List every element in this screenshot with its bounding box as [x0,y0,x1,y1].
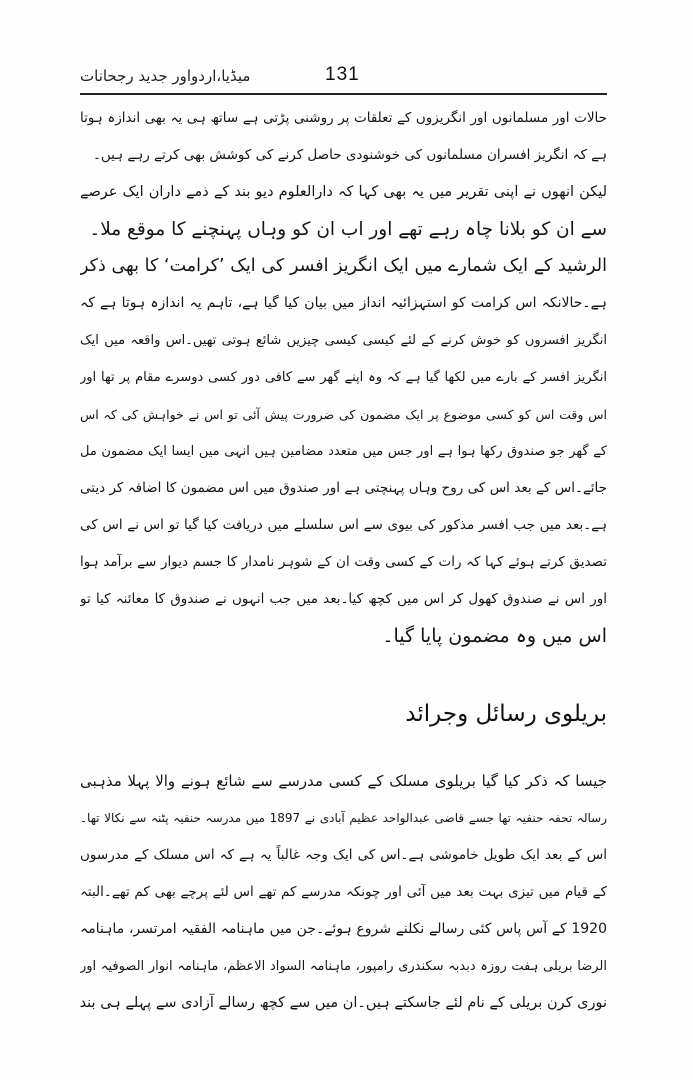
text-line: ہے۔حالانکہ اس کرامت کو استہزائیہ انداز میں بیان کیا گیا ہے، تاہم یہ اندازہ ہوتا ہے کہ [80,295,607,311]
header-divider [80,93,607,95]
text-line: جیسا کہ ذکر کیا گیا بریلوی مسلک کے کسی مدرسے سے شائع ہونے والا پہلا مذہبی [80,772,607,790]
text-line: اس میں وہ مضمون پایا گیا۔ [382,625,607,647]
text-line: کے گھر جو صندوق رکھا ہوا ہے اور جس میں متعدد مضامین ہیں انہی میں ایسا ایک مضمون مل [80,444,607,459]
text-line: اس وقت اس کو کسی موضوع پر ایک مضمون کی ضرورت پیش آئی تو اس نے خواہش کی کہ اس [80,407,607,422]
running-title: میڈیا،اردواور جدید رجحانات [80,67,251,85]
text-line: انگریز افسر کے بارے میں لکھا گیا ہے کہ وہ اپنے گھر سے کافی دور کسی دوسرے مقام پر تھا اور [80,370,607,385]
text-line: حالات اور مسلمانوں اور انگریزوں کے تعلقات پر روشنی پڑتی ہے ساتھ ہی یہ بھی اندازہ ہوتا [80,110,607,126]
text-line: اس کے بعد ایک طویل خاموشی ہے۔اس کی ایک وجہ غالباً یہ ہے کہ اس مسلک کے مدرسوں [80,847,607,863]
text-line: اور اس نے صندوق کھول کر اس میں کچھ کیا۔بعد میں جب انہوں نے صندوق کا معائنہ کیا تو [80,591,607,607]
text-line: جائے۔اس کے بعد اس کی روح وہاں پہنچتی ہے اور صندوق میں اس مضمون کا اضافہ کر دیتی [80,480,607,496]
text-line: سے ان کو بلانا چاہ رہے تھے اور اب ان کو وہاں پہنچنے کا موقع ملا۔ [89,219,607,240]
section-1-body [80,100,607,655]
text-line: نوری کرن بریلی کے نام لئے جاسکتے ہیں۔ان میں سے کچھ رسالے آزادی سے پہلے ہی بند [80,995,607,1011]
section-2-body [80,763,607,1022]
text-line: کے قیام میں تیزی بہت بعد میں آئی اور چونکہ مدرسے کم تھے اس لئے پرچے بھی کم تھے۔البتہ [80,884,607,900]
text-line: الرضا بریلی ہفت روزہ دبدبہ سکندری رامپور، ماہنامہ السواد الاعظم، ماہنامہ انوار الصوفیہ اور [80,959,607,974]
text-line: انگریز افسروں کو خوش کرنے کے لئے کیسی کیسی چیزیں شائع ہوتی تھیں۔اس واقعہ میں ایک [80,333,607,348]
text-line: تصدیق کرتے ہوئے کہا کہ رات کے کسی وقت ان کے شوہر نامدار کا جسم دیوار سے برآمد ہوا [80,554,607,570]
text-line: 1920 کے آس پاس کئی رسالے نکلنے شروع ہوئے۔جن میں ماہنامہ الفقیہ امرتسر، ماہنامہ [80,921,607,937]
text-line: الرشید کے ایک شمارے میں ایک انگریز افسر کی ایک ’کرامت‘ کا بھی ذکر [80,256,607,276]
page-header [80,64,607,90]
page-number: 131 [325,64,360,85]
text-line: ہے۔بعد میں جب افسر مذکور کی بیوی سے اس سلسلے میں دریافت کیا گیا تو اس نے اس کی [80,517,607,533]
text-line: رسالہ تحفہ حنفیہ تھا جسے قاضی عبدالواحد عظیم آبادی نے 1897 میں مدرسہ حنفیہ پٹنہ سے نکالا تھا۔ [80,811,607,825]
text-line: لیکن انھوں نے اپنی تقریر میں یہ بھی کہا کہ دارالعلوم دیو بند کے ذمے داران ایک عرصے [80,184,607,200]
section-heading: بریلوی رسائل وجرائد [405,701,607,727]
text-line: ہے کہ انگریز افسران مسلمانوں کی خوشنودی حاصل کرنے کی کوشش بھی کرتے رہے ہیں۔ [92,147,607,163]
